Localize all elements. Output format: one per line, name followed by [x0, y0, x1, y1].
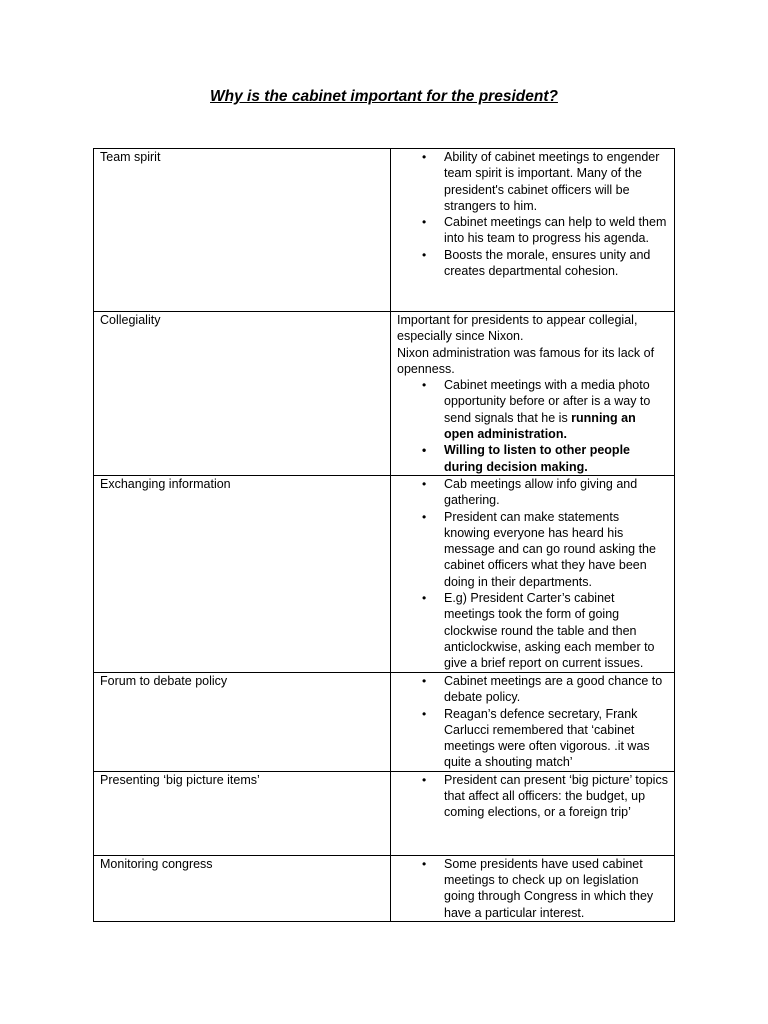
row-label: Monitoring congress	[94, 855, 391, 921]
list-item: • Cab meetings allow info giving and gathering.	[397, 476, 668, 509]
bullet-list	[397, 856, 668, 921]
list-item: • Reagan’s defence secretary, Frank Carlucci remembered that ‘cabinet meetings were often vigorous. .it was quite a shouting match’	[397, 706, 668, 771]
list-item: • Boosts the morale, ensures unity and creates departmental cohesion.	[397, 247, 668, 280]
bold-text: running an open administration.	[444, 410, 636, 442]
row-label: Collegiality	[94, 312, 391, 476]
bullet-text: Cabinet meetings with a media photo opportunity before or after is a way to send signals that he is	[444, 378, 651, 425]
bullet-list	[397, 149, 668, 279]
row-content	[391, 673, 675, 772]
list-item: • E.g) President Carter’s cabinet meetings took the form of going clockwise round the table and then anticlockwise, asking each member to give a brief report on current issues.	[397, 590, 668, 671]
row-label: Team spirit	[94, 149, 391, 312]
bullet-list	[397, 673, 668, 771]
bullet-list	[397, 772, 668, 821]
bullet-list	[397, 377, 668, 475]
table-row	[94, 476, 675, 673]
paragraph: Important for presidents to appear collegial, especially since Nixon.	[397, 313, 638, 344]
paragraph: Nixon administration was famous for its lack of openness.	[397, 345, 655, 376]
table-row	[94, 855, 675, 921]
list-item: • Willing to listen to other people during decision making.	[397, 442, 668, 475]
list-item: • Some presidents have used cabinet meetings to check up on legislation going through Congress in which they have a particular interest.	[397, 856, 668, 921]
bullet-list	[397, 476, 668, 672]
table-row	[94, 673, 675, 772]
list-item: • Ability of cabinet meetings to engender team spirit is important. Many of the president's cabinet officers will be strangers to him.	[397, 149, 668, 214]
row-content	[391, 855, 675, 921]
row-label: Exchanging information	[94, 476, 391, 673]
row-content	[391, 312, 675, 476]
list-item: • Cabinet meetings are a good chance to debate policy.	[397, 673, 668, 706]
row-label: Presenting ‘big picture items’	[94, 771, 391, 855]
table-row	[94, 149, 675, 312]
cabinet-table	[93, 148, 675, 922]
table-row	[94, 312, 675, 476]
list-item: • President can present ‘big picture’ topics that affect all officers: the budget, up coming elections, or a foreign trip’	[397, 772, 668, 821]
list-item	[397, 377, 668, 442]
row-label: Forum to debate policy	[94, 673, 391, 772]
table-row	[94, 771, 675, 855]
document-title: Why is the cabinet important for the president?	[210, 88, 558, 105]
list-item: • President can make statements knowing everyone has heard his message and can go round asking the cabinet officers what they have been doing in their departments.	[397, 509, 668, 590]
list-item: • Cabinet meetings can help to weld them into his team to progress his agenda.	[397, 214, 668, 247]
row-content	[391, 476, 675, 673]
row-content	[391, 771, 675, 855]
row-content	[391, 149, 675, 312]
